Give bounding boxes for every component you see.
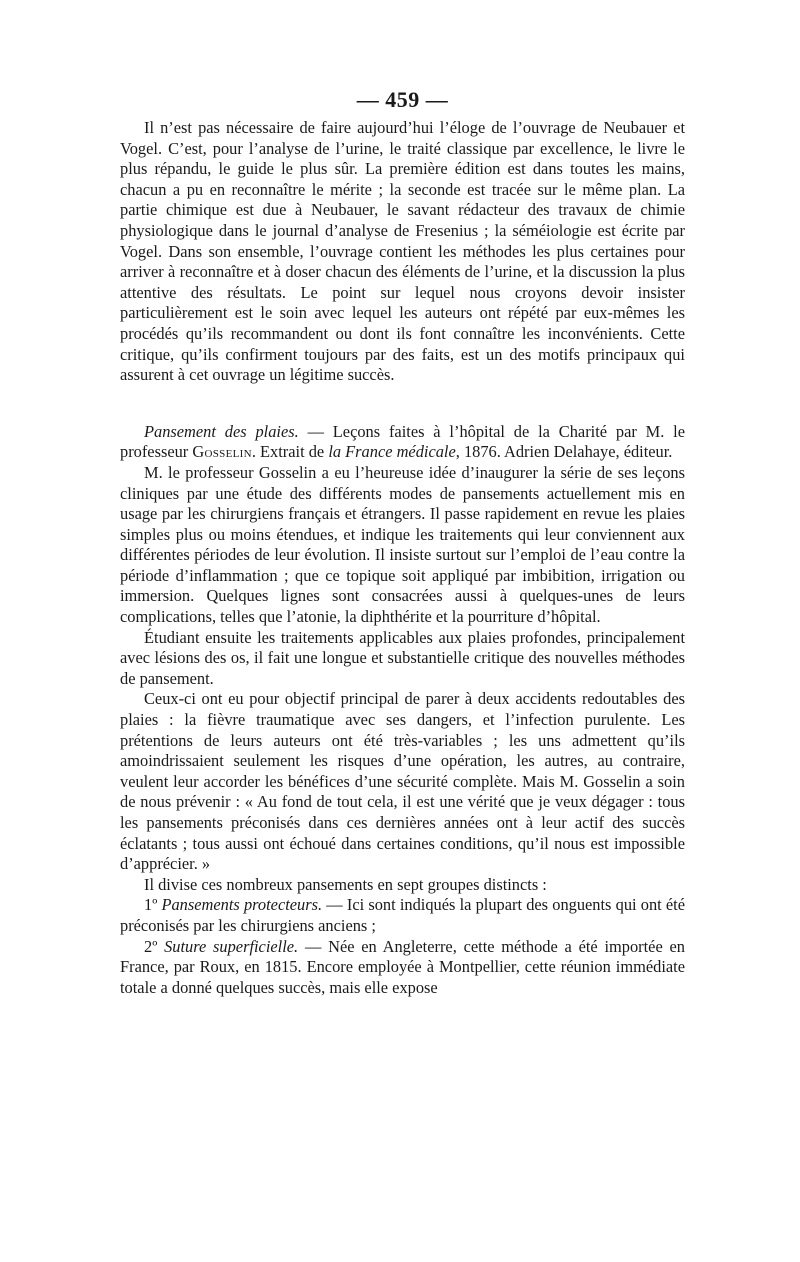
group-title: Pansements protecteurs. [161,895,323,915]
book-page [120,86,685,998]
review-paragraph: Il n’est pas nécessaire de faire aujourd’hui l’éloge de l’ouvrage de Neubauer et Vogel. C’est, pour l’analyse de l’urine, le traité classique par excellence, le livre le plus répandu, le guide le plus sûr. La première édition est dans toutes les mains, chacun a pu en reconnaître le mérite ; la seconde est tracée sur le même plan. La partie chimique est due à Neubauer, le savant rédacteur des travaux de chimie physiologique dans le journal d’analyse de Fresenius ; la séméiologie est écrite par Vogel. Dans son ensemble, l’ouvrage contient les méthodes les plus certaines pour arriver à reconnaître et à doser chacun des éléments de l’urine, et la discussion la plus attentive des résultats. Le point sur lequel nous croyons devoir insister particulièrement est le soin avec lequel les auteurs ont répété par eux-mêmes les procédés qu’ils recommandent ou dont ils font connaître les inconvénients. Cette critique, qu’ils confirment toujours par des faits, est un des motifs principaux qui assurent à cet ouvrage un légitime succès. [120,118,685,385]
entry-text-1: — Leçons faites à l’hôpital de la Charité par M. le professeur [120,421,686,462]
entry-text-3: , 1876. Adrien Delahaye, éditeur. [455,442,673,462]
section-gap [120,386,685,422]
body-paragraph: Étudiant ensuite les traitements applicables aux plaies profondes, principalement avec lésions des os, il fait une longue et substantielle critique des nouvelles méthodes de pansement. [120,627,685,688]
entry-text-2: . Extrait de [251,442,329,462]
group-title: Suture superficielle. [164,936,299,956]
body-paragraph: M. le professeur Gosselin a eu l’heureuse idée d’inaugurer la série de ses leçons cliniques par une étude des différents modes de pansements actuellement mis en usage par les chirurgiens français et étrangers. Il passe rapidement en revue les plaies simples plus ou moins étendues, et indique les traitements qui leur conviennent aux différentes périodes de leur évolution. Il insiste surtout sur l’emploi de l’eau contre la période d’inflammation ; que ce topique soit appliqué par imbibition, irrigation ou immersion. Quelques lignes sont consacrées aussi à quelques-unes de leurs complications, telles que l’atonie, la diphthérite et la pourriture d’hôpital. [120,462,685,627]
page-number: — 459 — [356,87,449,112]
entry-journal: la France médicale [328,442,456,462]
group-text: — Ici sont indiqués la plupart des onguents qui ont été préconisés par les chirurgiens anciens ; [120,895,685,935]
group-text: — Née en Angleterre, cette méthode a été importée en France, par Roux, en 1815. Encore employée à Montpellier, cette réunion immédiate totale a donné quelques succès, mais elle expose [120,936,685,997]
group-number: 2º [144,936,165,956]
entry-heading [120,422,685,463]
entry-author: Gosselin [192,442,252,462]
group-item [120,937,685,999]
body-paragraph: Ceux-ci ont eu pour objectif principal de parer à deux accidents redoutables des plaies : la fièvre traumatique avec ses dangers, et l’infection purulente. Les prétentions de leurs auteurs ont été très-variables ; les uns admettent qu’ils amoindrissaient seulement les risques d’une opération, les autres, au contraire, veulent leur accorder les bénéfices d’une sécurité complète. Mais M. Gosselin a soin de nous prévenir : « Au fond de tout cela, il est une vérité que je veux dégager : tous les pansements préconisés dans ces dernières années ont à leur actif des succès éclatants ; tous aussi ont échoué dans certaines conditions, qu’il nous est impossible d’apprécier. » [120,689,685,874]
group-item [120,895,685,936]
entry-title: Pansement des plaies. [144,421,299,441]
body-paragraph: Il divise ces nombreux pansements en sept groupes distincts : [144,874,547,894]
group-number: 1º [144,895,162,915]
